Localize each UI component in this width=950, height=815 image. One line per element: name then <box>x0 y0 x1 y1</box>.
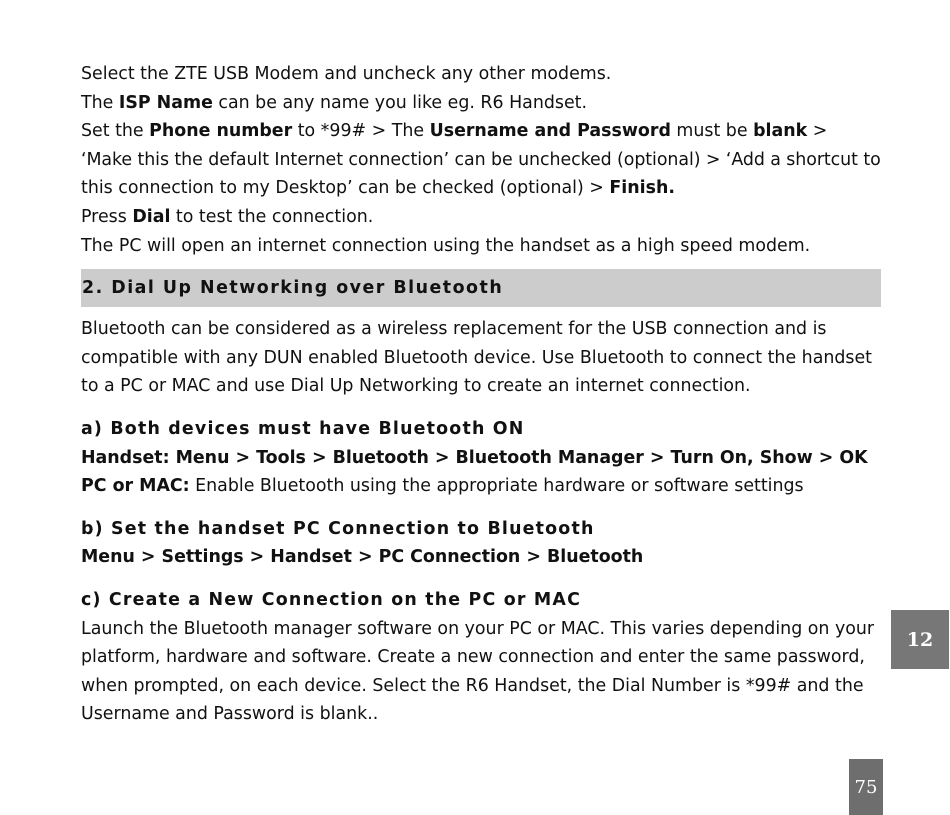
step-c-line-1: Launch the Bluetooth manager software on your PC or MAC. This varies depending on your <box>81 618 875 639</box>
spacer <box>81 401 881 415</box>
step-a-heading: a) Both devices must have Bluetooth ON <box>81 418 525 439</box>
spacer <box>81 501 881 515</box>
step-a-pc-line: PC or MAC: Enable Bluetooth using the appropriate hardware or software settings <box>81 476 804 497</box>
intro-line-6: Press Dial to test the connection. <box>81 206 374 227</box>
pc-label: PC or MAC: <box>81 476 190 497</box>
page-content <box>81 60 881 729</box>
step-b-menu-path: Menu > Settings > Handset > PC Connection > Bluetooth <box>81 547 644 568</box>
intro-line-7: The PC will open an internet connection using the handset as a high speed modem. <box>81 235 811 256</box>
section-heading: 2. Dial Up Networking over Bluetooth <box>81 269 881 307</box>
section-paragraph-line-2: compatible with any DUN enabled Bluetooth device. Use Bluetooth to connect the handset <box>81 347 873 368</box>
step-c-line-2: platform, hardware and software. Create a new connection and enter the same password, <box>81 647 865 668</box>
section-paragraph-line-1: Bluetooth can be considered as a wireless replacement for the USB connection and is <box>81 319 827 340</box>
chapter-tab: 12 <box>891 610 949 669</box>
step-b-heading: b) Set the handset PC Connection to Bluetooth <box>81 518 595 539</box>
intro-line-5: this connection to my Desktop’ can be checked (optional) > Finish. <box>81 178 675 199</box>
intro-line-3: Set the Phone number to *99# > The Username and Password must be blank > <box>81 121 828 142</box>
section-paragraph-line-3: to a PC or MAC and use Dial Up Networking to create an internet connection. <box>81 376 751 397</box>
intro-line-2: The ISP Name can be any name you like eg. R6 Handset. <box>81 92 587 113</box>
step-a-handset-path: Handset: Menu > Tools > Bluetooth > Bluetooth Manager > Turn On, Show > OK <box>81 447 868 468</box>
step-c-line-4: Username and Password is blank.. <box>81 704 379 725</box>
page-number: 75 <box>849 759 883 815</box>
intro-line-1: Select the ZTE USB Modem and uncheck any other modems. <box>81 64 612 84</box>
spacer <box>81 572 881 586</box>
step-c-heading: c) Create a New Connection on the PC or MAC <box>81 589 582 610</box>
step-c-line-3: when prompted, on each device. Select the R6 Handset, the Dial Number is *99# and the <box>81 675 864 696</box>
intro-line-4: ‘Make this the default Internet connection’ can be unchecked (optional) > ‘Add a shortcut to <box>81 149 881 170</box>
